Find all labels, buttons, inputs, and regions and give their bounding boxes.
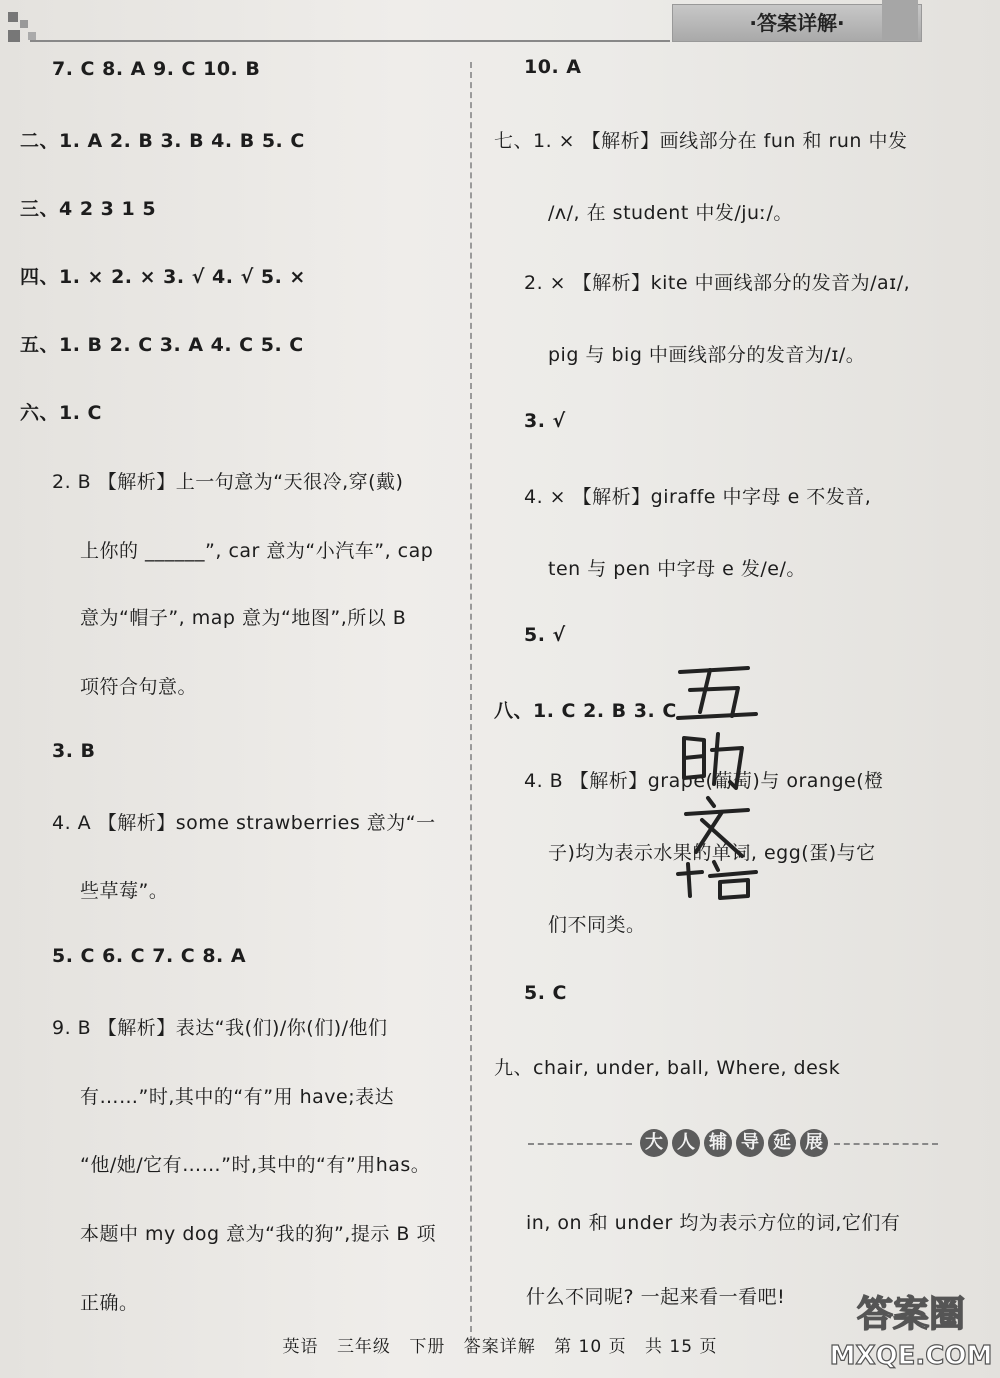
answer-line: 9. B 【解析】表达“我(们)/你(们)/他们 — [52, 1017, 388, 1039]
extension-char: 人 — [672, 1129, 700, 1157]
answer-line: 3. B — [52, 740, 96, 762]
extension-rule-left — [528, 1143, 632, 1145]
answer-line: /ʌ/, 在 student 中发/juː/。 — [548, 202, 793, 224]
answer-line: pig 与 big 中画线部分的发音为/ɪ/。 — [548, 344, 866, 366]
footer-subject: 英语 — [282, 1337, 319, 1357]
answer-line: 子)均为表示水果的单词, egg(蛋)与它 — [548, 842, 876, 864]
extension-rule-right — [834, 1143, 938, 1145]
answer-line: 五、1. B 2. C 3. A 4. C 5. C — [20, 334, 304, 356]
answer-line: 2. × 【解析】kite 中画线部分的发音为/aɪ/, — [524, 272, 911, 294]
extension-char: 导 — [736, 1129, 764, 1157]
extension-title — [636, 1126, 832, 1160]
answer-line: 四、1. × 2. × 3. √ 4. √ 5. × — [20, 266, 306, 288]
answer-line: 意为“帽子”, map 意为“地图”,所以 B — [80, 607, 407, 629]
footer-total: 共 15 页 — [645, 1337, 718, 1357]
answer-line: 本题中 my dog 意为“我的狗”,提示 B 项 — [80, 1223, 436, 1245]
answer-line: “他/她/它有……”时,其中的“有”用has。 — [80, 1154, 431, 1176]
answer-line: 5. C 6. C 7. C 8. A — [52, 945, 247, 967]
svg-text:MXQE.COM: MXQE.COM — [829, 1341, 993, 1371]
extension-char: 展 — [800, 1129, 828, 1157]
answer-line: 七、1. × 【解析】画线部分在 fun 和 run 中发 — [494, 130, 908, 152]
answer-line: 有……”时,其中的“有”用 have;表达 — [80, 1086, 395, 1108]
answer-line: 些草莓”。 — [80, 880, 169, 902]
answer-line: 7. C 8. A 9. C 10. B — [52, 58, 261, 80]
answer-line: 2. B 【解析】上一句意为“天很冷,穿(戴) — [52, 471, 404, 493]
column-divider — [470, 62, 472, 1352]
footer-grade: 三年级 — [336, 1337, 391, 1357]
answer-line: 4. B 【解析】grape(葡萄)与 orange(橙 — [524, 770, 884, 792]
answer-line: 八、1. C 2. B 3. C — [494, 700, 677, 722]
footer-volume: 下册 — [409, 1337, 446, 1357]
svg-text:答案圈: 答案圈 — [856, 1294, 966, 1335]
answer-line: 正确。 — [80, 1292, 139, 1314]
footer-kind: 答案详解 — [463, 1337, 536, 1357]
header-tab-edge — [882, 0, 918, 40]
header-tab: ·答案详解· — [672, 4, 922, 42]
answer-line: 上你的 ______”, car 意为“小汽车”, cap — [80, 540, 434, 562]
answer-line: 5. C — [524, 982, 567, 1004]
answer-line: 二、1. A 2. B 3. B 4. B 5. C — [20, 130, 305, 152]
answer-line: 4. × 【解析】giraffe 中字母 e 不发音, — [524, 486, 872, 508]
answer-line: 九、chair, under, ball, Where, desk — [494, 1057, 841, 1079]
answer-line: 三、4 2 3 1 5 — [20, 198, 157, 220]
footer-page: 第 10 页 — [554, 1337, 627, 1357]
extension-heading — [528, 1126, 938, 1162]
answer-line: 项符合句意。 — [80, 676, 198, 698]
handwriting-overlay — [660, 660, 770, 900]
extension-char: 延 — [768, 1129, 796, 1157]
header-rule — [30, 40, 670, 42]
answer-line: 们不同类。 — [548, 914, 646, 936]
extension-char: 辅 — [704, 1129, 732, 1157]
answer-line: 什么不同呢? 一起来看一看吧! — [526, 1286, 786, 1308]
watermark-logo — [826, 1282, 996, 1372]
answer-line: 5. √ — [524, 624, 566, 646]
answer-line: in, on 和 under 均为表示方位的词,它们有 — [526, 1212, 901, 1234]
answer-line: ten 与 pen 中字母 e 发/e/。 — [548, 558, 806, 580]
page-footer — [0, 1332, 1000, 1357]
corner-decoration — [8, 12, 48, 42]
answer-line: 10. A — [524, 56, 582, 78]
answer-line: 4. A 【解析】some strawberries 意为“一 — [52, 812, 436, 834]
extension-char: 大 — [640, 1129, 668, 1157]
answer-line: 3. √ — [524, 410, 566, 432]
answer-line: 六、1. C — [20, 402, 102, 424]
